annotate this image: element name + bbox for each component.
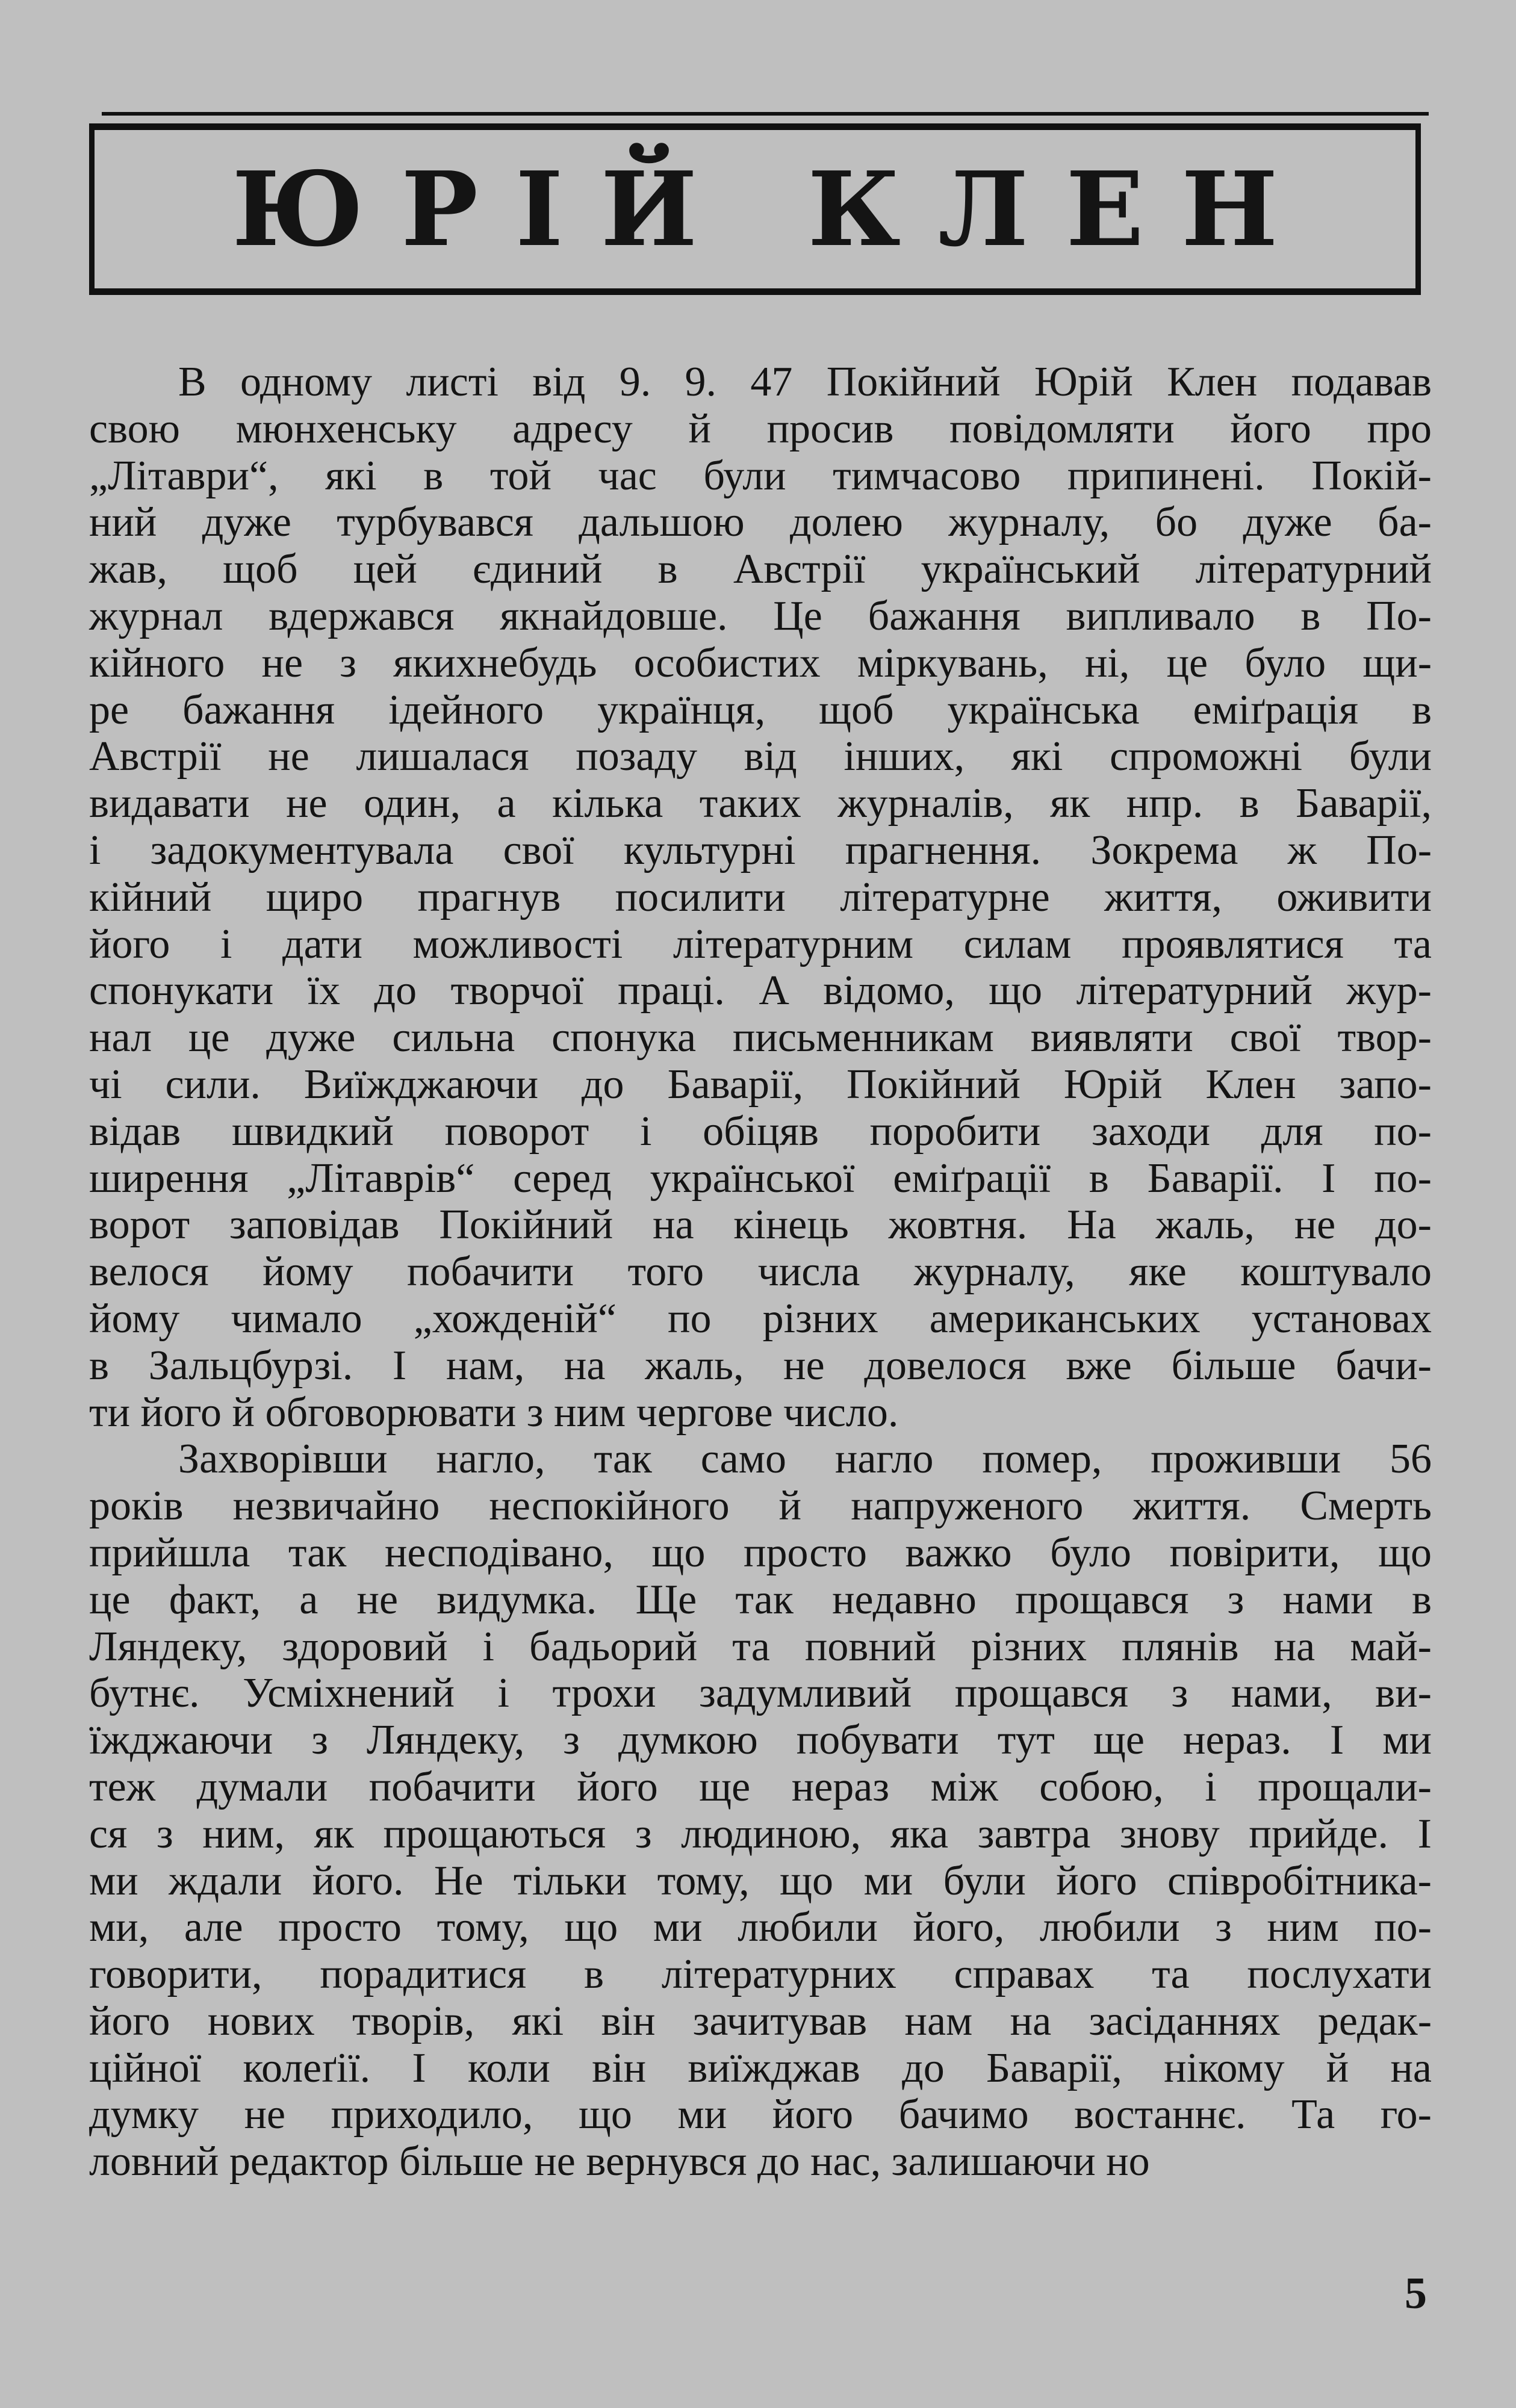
- text-line: ре бажання ідейного українця, щоб українська еміґрація в: [89, 686, 1432, 733]
- text-line: їжджаючи з Ляндеку, з думкою побувати тут ще нераз. І ми: [89, 1717, 1432, 1764]
- text-line: і задокументувала свої культурні прагнення. Зокрема ж По-: [89, 827, 1432, 874]
- text-line: прийшла так несподівано, що просто важко було повірити, що: [89, 1529, 1432, 1576]
- text-line: жав, щоб цей єдиний в Австрії український літературний: [89, 546, 1432, 593]
- text-line: Австрії не лишалася позаду від інших, які спроможні були: [89, 733, 1432, 780]
- text-line: кійний щиро прагнув посилити літературне життя, оживити: [89, 874, 1432, 920]
- page-number: 5: [1405, 2269, 1427, 2318]
- text-line: „Літаври“, які в той час були тимчасово припинені. Покій-: [89, 452, 1432, 499]
- text-line: це факт, а не видумка. Ще так недавно прощався з нами в: [89, 1576, 1432, 1623]
- text-line: видавати не один, а кілька таких журналів, як нпр. в Баварії,: [89, 780, 1432, 827]
- paragraph: [89, 1436, 1432, 2185]
- text-line: чі сили. Виїжджаючи до Баварії, Покійний Юрій Клен запо-: [89, 1061, 1432, 1108]
- text-line: ти його й обговорювати з ним чергове число.: [89, 1389, 899, 1436]
- text-line: йому чимало „хожденій“ по різних американських установах: [89, 1295, 1432, 1342]
- text-line: говорити, порадитися в літературних справах та послухати: [89, 1951, 1432, 1998]
- paragraph: [89, 359, 1432, 1436]
- text-line: ний дуже турбувався дальшою долею журналу, бо дуже ба-: [89, 499, 1432, 546]
- text-line: В одному листі від 9. 9. 47 Покійний Юрій Клен подавав: [178, 359, 1432, 405]
- text-line: ційної колеґії. І коли він виїжджав до Баварії, нікому й на: [89, 2044, 1432, 2091]
- text-line: його і дати можливості літературним силам проявлятися та: [89, 920, 1432, 967]
- page-title: ЮРІЙ КЛЕН: [232, 149, 1316, 270]
- text-line: ми, але просто тому, що ми любили його, любили з ним по-: [89, 1904, 1432, 1951]
- text-line: кійного не з якихнебудь особистих міркувань, ні, це було щи-: [89, 639, 1432, 686]
- text-line: журнал вдержався якнайдовше. Це бажання випливало в По-: [89, 592, 1432, 639]
- text-line: велося йому побачити того числа журналу, яке коштувало: [89, 1249, 1432, 1296]
- text-line: Захворівши нагло, так само нагло помер, проживши 56: [178, 1436, 1432, 1483]
- text-line: ся з ним, як прощаються з людиною, яка завтра знову прийде. І: [89, 1810, 1432, 1857]
- text-line: бутнє. Усміхнений і трохи задумливий прощався з нами, ви-: [89, 1670, 1432, 1717]
- text-line: ловний редактор більше не вернувся до нас, залишаючи но: [89, 2138, 1150, 2185]
- text-line: ворот заповідав Покійний на кінець жовтня. На жаль, не до-: [89, 1202, 1432, 1249]
- text-line: теж думали побачити його ще нераз між собою, і прощали-: [89, 1763, 1432, 1810]
- text-line: відав швидкий поворот і обіцяв поробити заходи для по-: [89, 1108, 1432, 1155]
- text-line: свою мюнхенську адресу й просив повідомляти його про: [89, 405, 1432, 452]
- article-body: [89, 359, 1432, 2185]
- text-line: років незвичайно неспокійного й напруженого життя. Смерть: [89, 1483, 1432, 1530]
- text-line: нал це дуже сильна спонука письменникам виявляти свої твор-: [89, 1014, 1432, 1061]
- title-frame: [89, 123, 1421, 295]
- text-line: ширення „Літаврів“ серед української еміґрації в Баварії. І по-: [89, 1155, 1432, 1202]
- text-line: ми ждали його. Не тільки тому, що ми були його співробітника-: [89, 1857, 1432, 1904]
- text-line: спонукати їх до творчої праці. А відомо, що літературний жур-: [89, 967, 1432, 1014]
- text-line: його нових творів, які він зачитував нам на засіданнях редак-: [89, 1997, 1432, 2044]
- text-line: думку не приходило, що ми його бачимо востаннє. Та го-: [89, 2091, 1432, 2138]
- text-line: в Зальцбурзі. І нам, на жаль, не довелося вже більше бачи-: [89, 1342, 1432, 1389]
- text-line: Ляндеку, здоровий і бадьорий та повний різних плянів на май-: [89, 1623, 1432, 1670]
